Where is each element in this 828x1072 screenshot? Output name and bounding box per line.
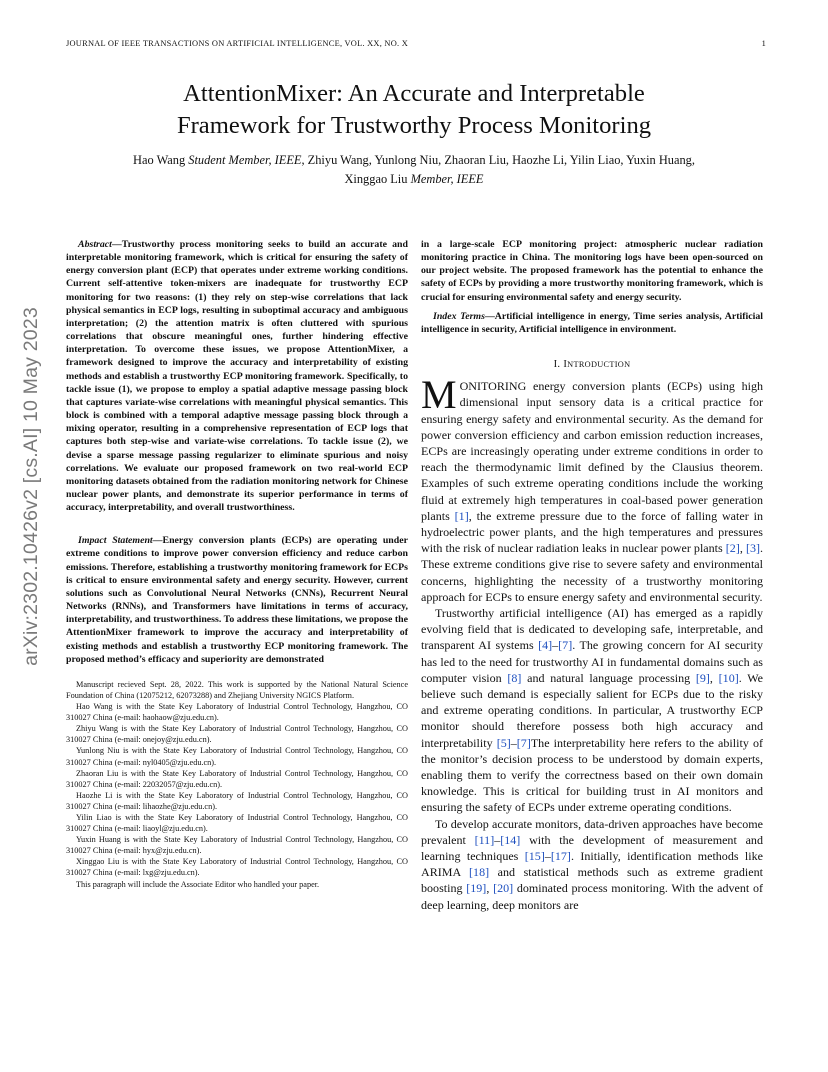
citation-link[interactable]: [11] <box>474 832 495 847</box>
author-name: Hao Wang <box>133 153 186 167</box>
intro-paragraph <box>421 816 763 913</box>
abstract-label: Abstract <box>78 239 112 250</box>
page-number: 1 <box>761 39 766 48</box>
footnote: Hao Wang is with the State Key Laboratory of Industrial Control Technology, Hangzhou, CO 310027 China (e-mail: haohaow@zju.edu.cn). <box>66 702 408 723</box>
footnote: Yilin Liao is with the State Key Laboratory of Industrial Control Technology, Hangzhou, CO 310027 China (e-mail: liaoyl@zju.edu.cn). <box>66 812 408 834</box>
text-run: – <box>510 735 517 750</box>
arxiv-sidebar <box>15 284 47 689</box>
author-role: Student Member, IEEE <box>188 153 302 167</box>
impact-text: —Energy conversion plants (ECPs) are operating under extreme conditions to improve power conversion efficiency and reduce carbon emissions. Therefore, establishing a trustworthy monitoring framework for ECPs is critical to ensure environmental safety and energy security. However, current solutions such as Convolutional Neural Networks (CNNs), Recurrent Neural Networks (RNNs), and Transformers have limitations in terms of accuracy, interpretability, and trustworthiness. To address these limitations, we propose the AttentionMixer framework to improve the accuracy and interpretability of existing methods and establish a trustworthy ECP monitoring framework. The proposed method’s efficacy and superiority are demonstrated <box>66 535 408 665</box>
footnote: Zhaoran Liu is with the State Key Laboratory of Industrial Control Technology, Hangzhou, CO 310027 China (e-mail: 22032057@zju.edu.cn). <box>66 768 408 789</box>
text-run: . Initially, identification methods like ARIMA <box>421 848 763 880</box>
impact-label: Impact Statement <box>78 535 153 547</box>
footnote: This paragraph will include the Associate Editor who handled your paper. <box>76 879 320 889</box>
citation-link[interactable]: [8] <box>507 670 522 685</box>
index-terms-text: —Artificial intelligence in energy, Time series analysis, Artificial intelligence in security, Artificial intelligence in environment. <box>421 310 764 335</box>
right-column <box>421 238 763 913</box>
section-title-rest: NTRODUCTION <box>567 360 631 370</box>
text-run: . We believe such demand is especially salient for ECPs due to the risky and extreme operating conditions. In particular, A trustworthy ECP monitor should therefore possess both high accuracy and interpretability <box>421 670 763 750</box>
paper-title <box>60 78 768 141</box>
index-terms <box>421 310 763 336</box>
citation-link[interactable]: [19] <box>466 881 487 896</box>
intro-paragraph <box>421 605 763 816</box>
footnote: Yunlong Niu is with the State Key Laboratory of Industrial Control Technology, Hangzhou, CO 310027 China (e-mail: nyl0405@zju.edu.cn). <box>66 746 408 767</box>
section-heading <box>421 359 763 370</box>
journal-name: JOURNAL OF IEEE TRANSACTIONS ON ARTIFICIAL INTELLIGENCE, VOL. XX, NO. X <box>66 39 408 48</box>
drop-cap: M <box>421 372 457 418</box>
left-column <box>66 238 408 890</box>
arxiv-identifier: arXiv:2302.10426v2 [cs.AI] 10 May 2023 <box>19 307 42 666</box>
text-run: . These extreme conditions give rise to severe safety and environmental concerns, highlighting the necessity of a trustworthy monitoring approach for ECPs to ensure energy safety and environmental security. <box>421 541 763 604</box>
author-name: Xinggao Liu <box>344 172 408 186</box>
citation-link[interactable]: [9] <box>695 670 710 685</box>
citation-link[interactable]: [10] <box>718 670 739 685</box>
text-run: with the development of measurement and learning techniques <box>421 832 763 863</box>
text-run: To develop accurate monitors, data-driven approaches have become prevalent <box>421 816 763 847</box>
text-run: ONITORING energy conversion plants (ECPs) using high dimensional input sensory data is a critical practice for ensuring energy safety and environmental security. As the demand for power conversion efficiency and carbon emission reduction increases, ECPs are increasingly operating under extreme conditions in order to reach the thermodynamic limit defined by the Clausius theorem. Examples of such extreme operating conditions include the working fluid at extremely high temperatures in coal-based power generation plants <box>421 379 763 523</box>
citation-link[interactable]: [2] <box>725 541 740 556</box>
citation-link[interactable]: [4] <box>538 638 553 653</box>
citation-link[interactable]: [17] <box>550 848 571 863</box>
footnote: Yuxin Huang is with the State Key Laboratory of Industrial Control Technology, Hangzhou, CO 310027 China (e-mail: hyx@zju.edu.cn). <box>66 835 408 856</box>
author-names: , Zhiyu Wang, Yunlong Niu, Zhaoran Liu, Haozhe Li, Yilin Liao, Yuxin Huang, <box>301 153 695 167</box>
intro-body <box>421 372 764 913</box>
abstract-text: —Trustworthy process monitoring seeks to build an accurate and interpretable monitoring framework, which is critical for ensuring the safety of energy conversion plant (ECP) that operates under extreme working conditions. Current self-attentive token-mixers are inadequate for trustworthy ECP monitoring for two reasons: (1) they rely on step-wise correlations that lack physical semantics in ECP logs, resulting in suboptimal accuracy and ambiguous interpretation; (2) the attention matrix is often cluttered with spurious correlations that obscure meaningful ones, further hindering effective interpretation. To overcome these issues, we propose AttentionMixer, a framework designed to improve the accuracy and interpretability of existing methods and establish a trustworthy ECP monitoring framework. Specifically, to tackle issue (1), we propose to employ a spatial adaptive message passing block that captures variate-wise correlations with meaningful physical semantics. This block is combined with a temporal adaptive message passing block through a mixing operator, resulting in a comprehensive representation of ECP logs that captures both step-wise and variate-wise correlations. To tackle issue (2), we devise a sparse message passing regularizer to eliminate spurious and noisy correlations. We evaluate our proposed framework on two real-world ECP monitoring datasets obtained from the radiation monitoring network for Chinese nuclear power plants, and demonstrate its superior performance in terms of accuracy, interpretability, and overall trustworthiness. <box>66 239 408 514</box>
footnote: Zhiyu Wang is with the State Key Laboratory of Industrial Control Technology, Hangzhou, CO 310027 China (e-mail: onejoy@zju.edu.cn). <box>66 724 408 745</box>
impact-continued: in a large-scale ECP monitoring project: atmospheric nuclear radiation monitoring practice in China. The monitoring logs have been open-sourced on our project website. The proposed framework has the potential to enhance the safety of ECPs by providing a more trustworthy monitoring framework, which is crucial for ensuring environmental safety and energy security. <box>421 239 763 303</box>
text-run: , <box>739 541 746 556</box>
intro-paragraph <box>421 372 763 605</box>
text-run: and statistical methods such as extreme gradient boosting <box>421 865 763 896</box>
title-line-2: Framework for Trustworthy Process Monitoring <box>176 111 652 139</box>
citation-link[interactable]: [18] <box>469 865 490 880</box>
abstract <box>66 238 408 514</box>
section-numeral: I. I <box>553 359 568 371</box>
text-run: Trustworthy artificial intelligence (AI) has emerged as a rapidly evolving field that is dedicated to developing safe, interpretable, and transparent AI systems <box>421 605 763 653</box>
text-run: – <box>494 832 501 847</box>
citation-link[interactable]: [5] <box>496 735 511 750</box>
impact-statement <box>66 534 408 666</box>
text-run: – <box>552 638 559 653</box>
citation-link[interactable]: [1] <box>454 508 469 523</box>
footnote: Haozhe Li is with the State Key Laboratory of Industrial Control Technology, Hangzhou, CO 310027 China (e-mail: lihaozhe@zju.edu.cn). <box>66 790 408 811</box>
text-run: , <box>709 670 719 685</box>
citation-link[interactable]: [7] <box>558 638 573 653</box>
text-run: . The growing concern for AI security has led to the need for trustworthy AI in fundamental domains such as computer vision <box>421 638 763 685</box>
text-run: and natural language processing <box>521 670 696 685</box>
citation-link[interactable]: [15] <box>524 848 545 863</box>
running-header <box>66 39 766 48</box>
text-run: The interpretability here refers to the ability of the monitor’s decision process to be understood by domain experts, enabling them to verify the correctness based on their own domain knowledge. This is critical for building trust in AI monitors and ensuring the safety of ECPs under extreme operating conditions. <box>421 735 763 815</box>
author-list <box>62 151 766 189</box>
citation-link[interactable]: [20] <box>493 881 514 896</box>
citation-link[interactable]: [7] <box>516 735 531 750</box>
footnote: Xinggao Liu is with the State Key Laboratory of Industrial Control Technology, Hangzhou, CO 310027 China (e-mail: lxg@zju.edu.cn). <box>66 857 408 878</box>
text-run: , <box>486 881 494 896</box>
text-run: , the extreme pressure due to the force of falling water in hydroelectric power plants, and the high temperatures and pressures with the risk of nuclear radiation leaks in nuclear power plants <box>421 508 763 556</box>
citation-link[interactable]: [14] <box>500 832 521 847</box>
citation-link[interactable]: [3] <box>745 541 760 556</box>
index-terms-label: Index Terms <box>433 310 485 322</box>
text-run: dominated process monitoring. With the advent of deep learning, deep monitors are <box>421 881 764 912</box>
author-role: Member, IEEE <box>410 172 484 186</box>
footnotes <box>66 679 408 890</box>
text-run: – <box>544 848 551 863</box>
footnote: Manuscript recieved Sept. 28, 2022. This work is supported by the National Natural Science Foundation of China (12075212, 62073288) and Zhejiang University NGICS Platform. <box>66 679 408 700</box>
title-line-1: AttentionMixer: An Accurate and Interpretable <box>183 80 645 107</box>
